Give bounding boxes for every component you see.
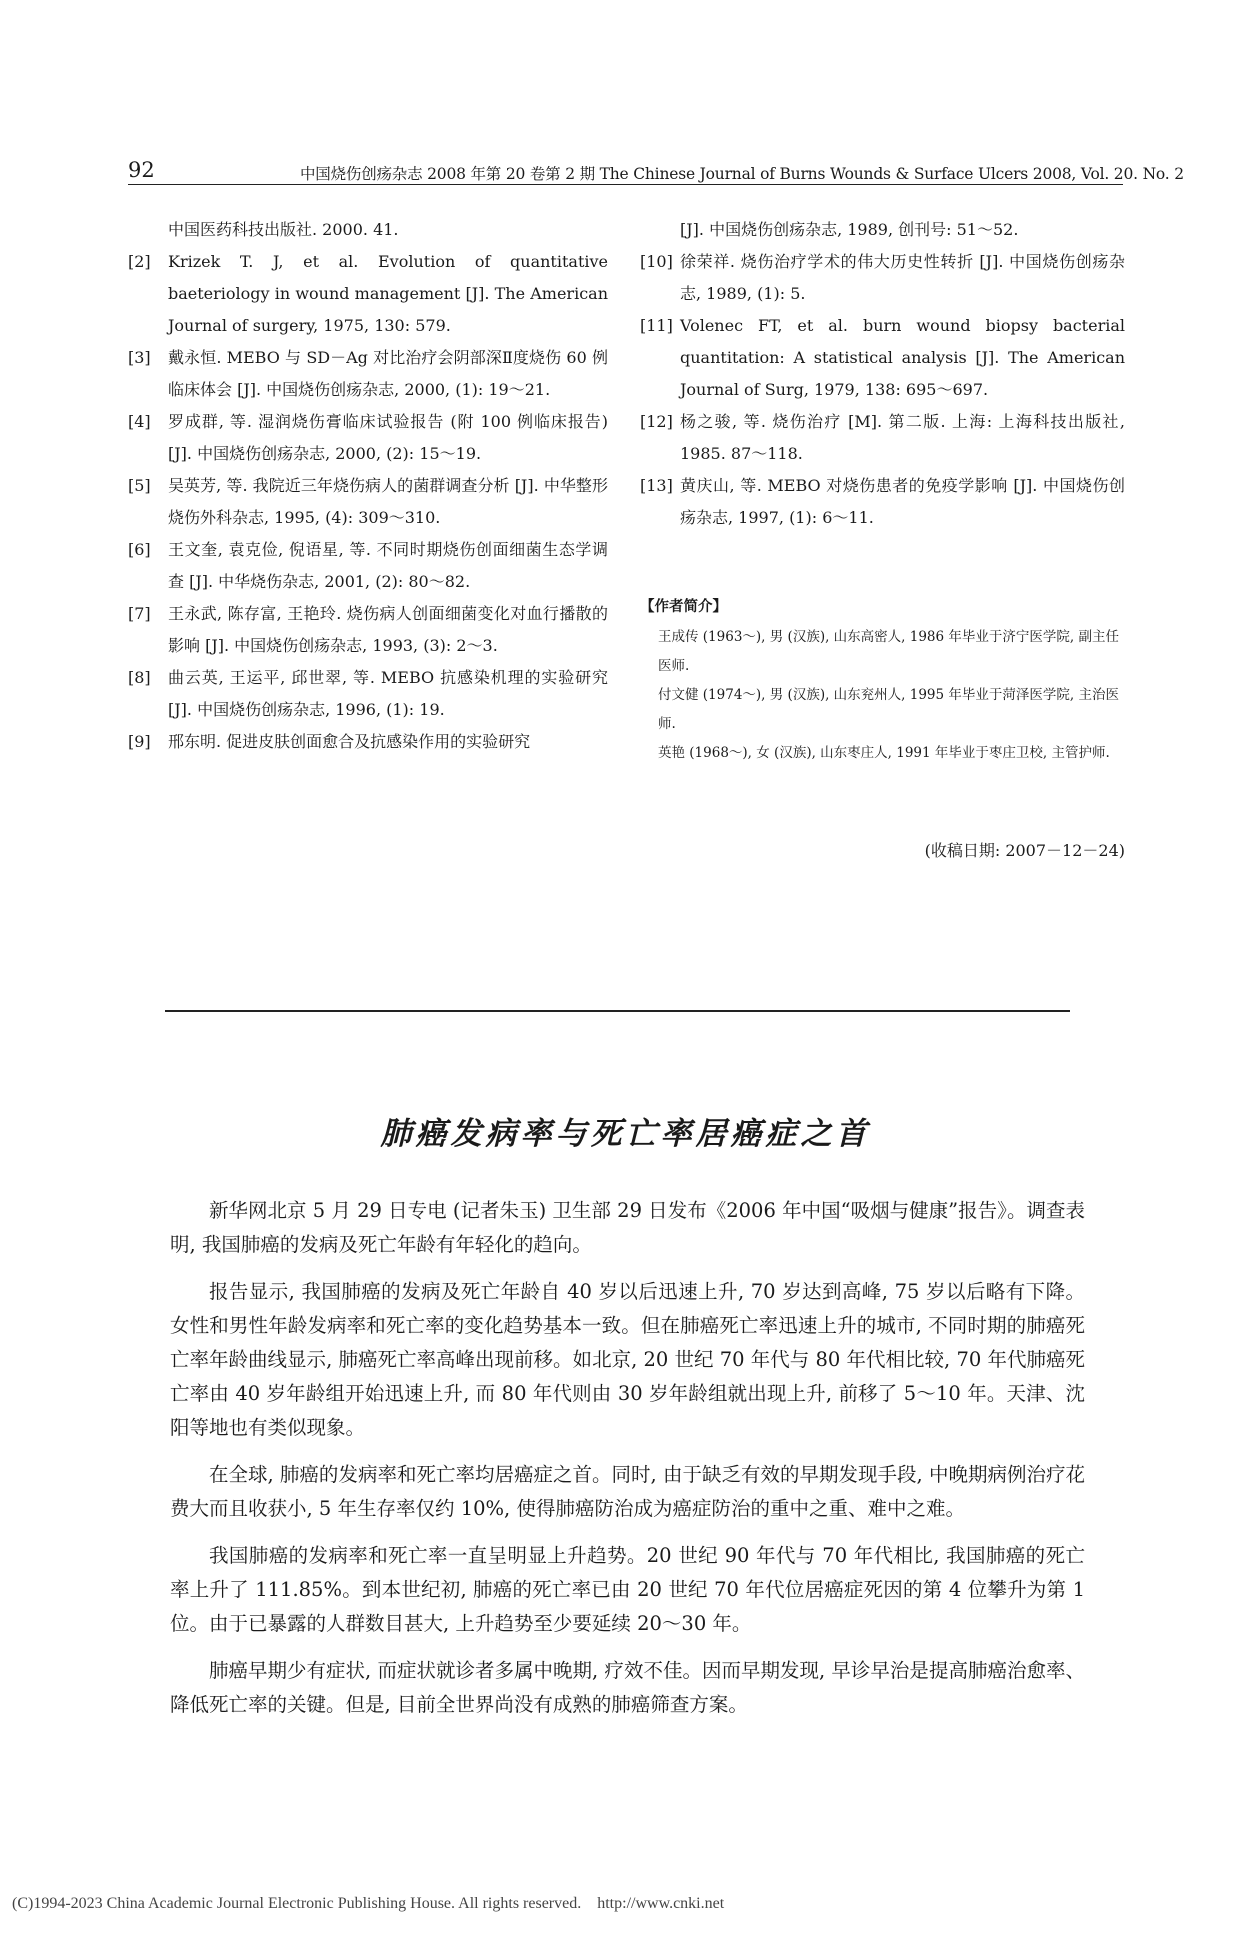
reference-number: [13] [640, 476, 673, 495]
reference-number: [2] [128, 252, 151, 271]
reference-text: 罗成群, 等. 湿润烧伤膏临床试验报告 (附 100 例临床报告) [J]. 中国烧伤创疡杂志, 2000, (2): 15～19. [168, 412, 608, 463]
reference-text: Volenec FT, et al. burn wound biopsy bacterial quantitation: A statistical analysis [J]. The American Journal of Surg, 1979, 138: 695～697. [680, 316, 1125, 399]
reference-item [640, 214, 1125, 246]
reference-number: [8] [128, 668, 151, 687]
references-right-column [640, 214, 1125, 534]
author-info-heading: 【作者简介】 [640, 598, 727, 615]
reference-text: 吴英芳, 等. 我院近三年烧伤病人的菌群调查分析 [J]. 中华整形烧伤外科杂志, 1995, (4): 309～310. [168, 476, 608, 527]
article-paragraph: 新华网北京 5 月 29 日专电 (记者朱玉) 卫生部 29 日发布《2006 年中国“吸烟与健康”报告》。调查表明, 我国肺癌的发病及死亡年龄有年轻化的趋向。 [170, 1199, 1085, 1256]
reference-item [128, 470, 608, 534]
section-divider [165, 1010, 1070, 1012]
reference-item [128, 246, 608, 342]
reference-text: 王永武, 陈存富, 王艳玲. 烧伤病人创面细菌变化对血行播散的影响 [J]. 中国烧伤创疡杂志, 1993, (3): 2～3. [168, 604, 608, 655]
reference-text: [J]. 中国烧伤创疡杂志, 1989, 创刊号: 51～52. [680, 220, 1019, 239]
reference-item [128, 342, 608, 406]
article-paragraph: 肺癌早期少有症状, 而症状就诊者多属中晚期, 疗效不佳。因而早期发现, 早诊早治是提高肺癌治愈率、降低死亡率的关键。但是, 目前全世界尚没有成熟的肺癌筛查方案。 [170, 1659, 1085, 1716]
reference-text: 徐荣祥. 烧伤治疗学术的伟大历史性转折 [J]. 中国烧伤创疡杂志, 1989, (1): 5. [680, 252, 1125, 303]
reference-text: 中国医药科技出版社. 2000. 41. [168, 220, 399, 239]
references-left-column [128, 214, 608, 758]
article-title: 肺癌发病率与死亡率居癌症之首 [380, 1116, 871, 1152]
reference-item [128, 662, 608, 726]
reference-number: [5] [128, 476, 151, 495]
reference-item [128, 406, 608, 470]
reference-item [128, 214, 608, 246]
reference-item [640, 406, 1125, 470]
reference-text: 王文奎, 袁克俭, 倪语星, 等. 不同时期烧伤创面细菌生态学调查 [J]. 中华烧伤杂志, 2001, (2): 80～82. [168, 540, 608, 591]
page-number: 92 [128, 158, 155, 182]
reference-number: [3] [128, 348, 151, 367]
reference-text: 曲云英, 王运平, 邱世翠, 等. MEBO 抗感染机理的实验研究 [J]. 中国烧伤创疡杂志, 1996, (1): 19. [168, 668, 608, 719]
article-body [170, 1194, 1085, 1735]
author-entry: 英艳 (1968～), 女 (汉族), 山东枣庄人, 1991 年毕业于枣庄卫校, 主管护师. [658, 745, 1110, 761]
reference-text: 杨之骏, 等. 烧伤治疗 [M]. 第二版. 上海: 上海科技出版社, 1985. 87～118. [680, 412, 1125, 463]
reference-item [640, 470, 1125, 534]
author-entry: 王成传 (1963～), 男 (汉族), 山东高密人, 1986 年毕业于济宁医学院, 副主任医师. [658, 629, 1119, 674]
author-entry: 付文健 (1974～), 男 (汉族), 山东兖州人, 1995 年毕业于菏泽医学院, 主治医师. [658, 687, 1119, 732]
article-paragraph: 我国肺癌的发病率和死亡率一直呈明显上升趋势。20 世纪 90 年代与 70 年代相比, 我国肺癌的死亡率上升了 111.85%。到本世纪初, 肺癌的死亡率已由 20 世纪 70 年代位居癌症死因的第 4 位攀升为第 1 位。由于已暴露的人群数目甚大, 上升趋势至少要延续 20～30 年。 [170, 1544, 1085, 1635]
reference-text: 戴永恒. MEBO 与 SD－Ag 对比治疗会阴部深Ⅱ度烧伤 60 例临床体会 [J]. 中国烧伤创疡杂志, 2000, (1): 19～21. [168, 348, 608, 399]
reference-number: [12] [640, 412, 673, 431]
copyright-footer: (C)1994-2023 China Academic Journal Electronic Publishing House. All rights reserved. http://www.cnki.net [12, 1895, 725, 1912]
reference-number: [7] [128, 604, 151, 623]
reference-item [128, 534, 608, 598]
reference-item [128, 598, 608, 662]
reference-number: [9] [128, 732, 151, 751]
reference-text: 黄庆山, 等. MEBO 对烧伤患者的免疫学影响 [J]. 中国烧伤创疡杂志, 1997, (1): 6～11. [680, 476, 1125, 527]
reference-item [640, 310, 1125, 406]
reference-text: Krizek T. J, et al. Evolution of quantitative baeteriology in wound management [J]. The American Journal of surgery, 1975, 130: 579. [168, 252, 608, 335]
reference-number: [10] [640, 252, 673, 271]
reference-item [640, 246, 1125, 310]
author-info [640, 592, 1125, 768]
header-rule [128, 184, 1123, 185]
reference-number: [6] [128, 540, 151, 559]
running-header: 中国烧伤创疡杂志 2008 年第 20 卷第 2 期 The Chinese Journal of Burns Wounds & Surface Ulcers 2008, Vol. 20. No. 2 [300, 165, 1184, 183]
article-paragraph: 报告显示, 我国肺癌的发病及死亡年龄自 40 岁以后迅速上升, 70 岁达到高峰, 75 岁以后略有下降。女性和男性年龄发病率和死亡率的变化趋势基本一致。但在肺癌死亡率迅速上升的城市, 不同时期的肺癌死亡率年龄曲线显示, 肺癌死亡率高峰出现前移。如北京, 20 世纪 70 年代与 80 年代相比较, 70 年代肺癌死亡率由 40 岁年龄组开始迅速上升, 而 80 年代则由 30 岁年龄组就出现上升, 前移了 5～10 年。天津、沈阳等地也有类似现象。 [170, 1280, 1085, 1439]
reference-number: [11] [640, 316, 673, 335]
reference-item [128, 726, 608, 758]
reference-text: 邢东明. 促进皮肤创面愈合及抗感染作用的实验研究 [168, 732, 531, 751]
received-date: (收稿日期: 2007－12－24) [924, 841, 1125, 860]
article-paragraph: 在全球, 肺癌的发病率和死亡率均居癌症之首。同时, 由于缺乏有效的早期发现手段, 中晚期病例治疗花费大而且收获小, 5 年生存率仅约 10%, 使得肺癌防治成为癌症防治的重中之重、难中之难。 [170, 1463, 1085, 1520]
reference-number: [4] [128, 412, 151, 431]
